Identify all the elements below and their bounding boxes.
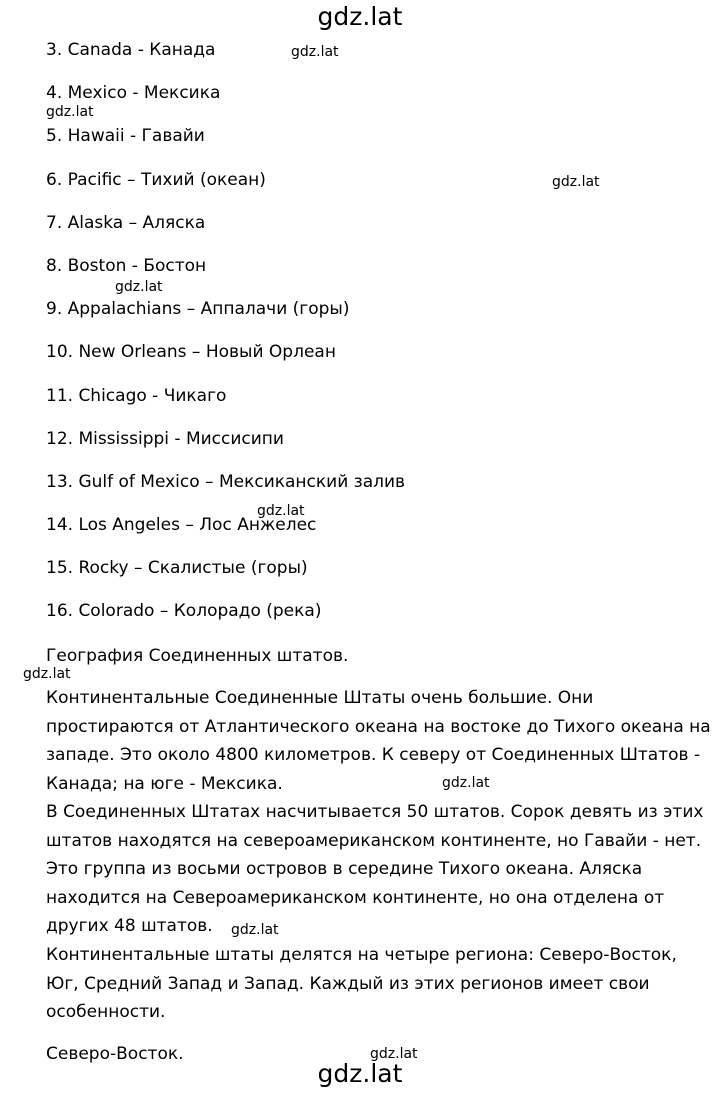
paragraph-line: других 48 штатов. <box>46 916 213 937</box>
paragraph-line: Континентальные штаты делятся на четыре региона: Северо-Восток, <box>46 945 677 965</box>
vocab-item: 9. Appalachians – Аппалачи (горы) <box>46 299 350 320</box>
site-header: gdz.lat <box>317 2 403 31</box>
site-footer: gdz.lat <box>317 1059 403 1088</box>
vocab-item: 10. New Orleans – Новый Орлеан <box>46 342 336 363</box>
vocab-item: 4. Mexico - Мексика <box>46 83 221 104</box>
paragraph-line: простираются от Атлантического океана на востоке до Тихого океана на <box>46 716 711 737</box>
vocab-item: 13. Gulf of Mexico – Мексиканский залив <box>46 471 406 492</box>
paragraph-line: западе. Это около 4800 километров. К северу от Соединенных Штатов - <box>46 745 701 766</box>
watermark: gdz.lat <box>442 775 490 791</box>
vocab-item: 7. Alaska – Аляска <box>46 212 206 233</box>
watermark: gdz.lat <box>231 922 279 938</box>
vocab-item: 11. Chicago - Чикаго <box>46 385 227 406</box>
paragraph-1 <box>46 684 711 798</box>
vocab-item: 16. Colorado – Колорадо (река) <box>46 601 322 622</box>
watermark: gdz.lat <box>552 174 600 190</box>
vocab-item: 15. Rocky – Скалистые (горы) <box>46 558 308 579</box>
paragraph-line: В Соединенных Штатах насчитывается 50 штатов. Сорок девять из этих <box>46 802 704 822</box>
vocab-item: 5. Hawaii - Гавайи <box>46 126 205 147</box>
watermark: gdz.lat <box>370 1046 418 1062</box>
vocabulary-list <box>46 38 405 643</box>
paragraph-line: штатов находятся на североамериканском континенте, но Гавайи - нет. <box>46 830 702 851</box>
paragraph-2 <box>46 798 706 941</box>
vocab-item: 3. Canada - Канада <box>46 40 216 60</box>
section-title: География Соединенных штатов. <box>46 646 349 666</box>
watermark: gdz.lat <box>23 666 71 682</box>
paragraph-line: находится на Североамериканском континенте, но она отделена от <box>46 887 665 908</box>
subheading: Северо-Восток. <box>46 1044 184 1064</box>
watermark: gdz.lat <box>115 279 163 295</box>
paragraph-line: особенности. <box>46 1002 166 1023</box>
paragraph-3 <box>46 941 706 1027</box>
watermark: gdz.lat <box>46 104 94 120</box>
paragraph-line: Канада; на юге - Мексика. <box>46 773 283 794</box>
vocab-item: 12. Mississippi - Миссисипи <box>46 428 284 449</box>
watermark: gdz.lat <box>257 503 305 519</box>
vocab-item: 14. Los Angeles – Лос Анжелес <box>46 515 317 536</box>
vocab-item: 8. Boston - Бостон <box>46 255 207 276</box>
paragraph-line: Юг, Средний Запад и Запад. Каждый из этих регионов имеет свои <box>46 973 650 994</box>
paragraph-line: Континентальные Соединенные Штаты очень большие. Они <box>46 688 594 708</box>
watermark: gdz.lat <box>291 44 339 60</box>
vocab-item: 6. Pacific – Тихий (океан) <box>46 169 266 190</box>
paragraph-line: Это группа из восьми островов в середине Тихого океана. Аляска <box>46 859 643 880</box>
